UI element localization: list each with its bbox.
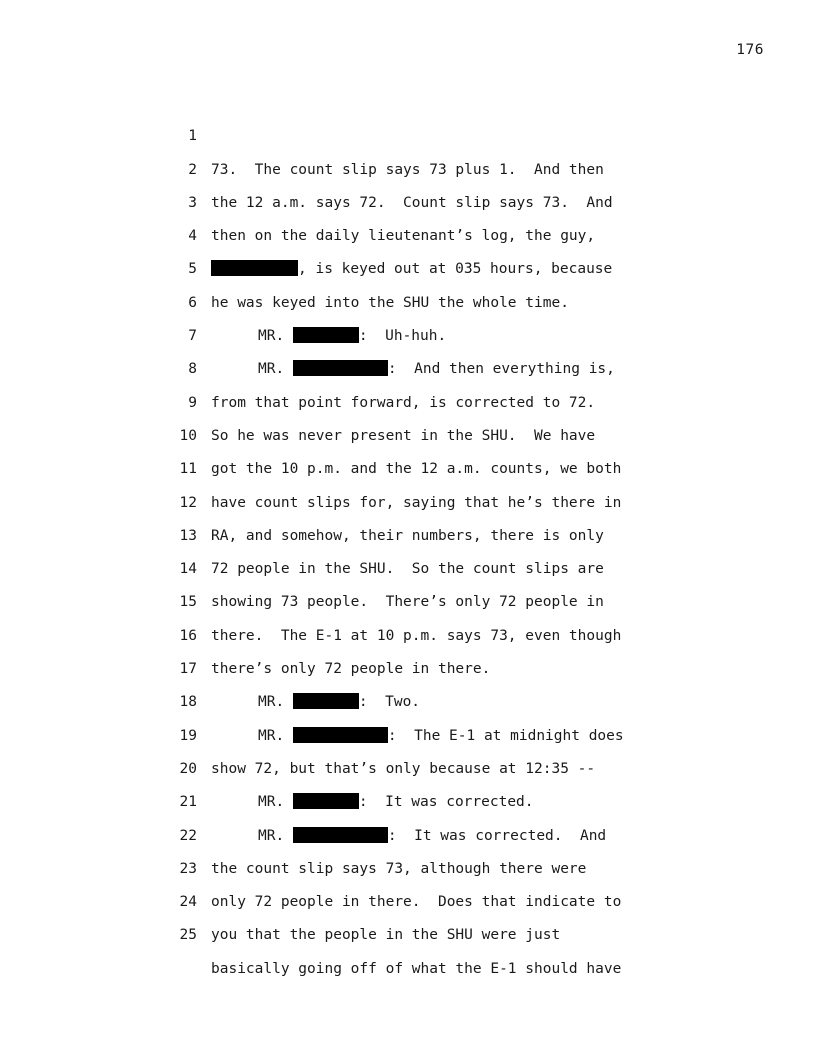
speaker-text: : And then everything is, xyxy=(387,361,615,378)
line-text: RA, and somehow, their numbers, there is only xyxy=(211,527,604,544)
page-number: 176 xyxy=(736,42,764,58)
line-text: there’s only 72 people in there. xyxy=(211,661,491,678)
line-number: 16 xyxy=(179,627,197,644)
line-number: 9 xyxy=(188,394,197,411)
line-text: 72 people in the SHU. So the count slips are xyxy=(211,561,604,578)
line-text: he was keyed into the SHU the whole time. xyxy=(211,294,569,311)
line-text: the 12 a.m. says 72. Count slip says 73. And xyxy=(211,194,613,211)
line-text: the count slip says 73, although there were xyxy=(211,860,587,877)
transcript-line xyxy=(0,87,816,178)
line-text: have count slips for, saying that he’s there in xyxy=(211,494,622,511)
speaker-text: : It was corrected. And xyxy=(387,827,607,844)
speaker-text: : The E-1 at midnight does xyxy=(387,727,624,744)
line-text-post: , is keyed out at 035 hours, because xyxy=(298,261,613,278)
line-number: 1 xyxy=(188,128,197,145)
line-text: 73. The count slip says 73 plus 1. And then xyxy=(211,161,604,178)
speaker-prefix: MR. xyxy=(258,361,293,378)
line-number: 6 xyxy=(188,294,197,311)
line-number: 5 xyxy=(188,261,197,278)
line-number: 7 xyxy=(188,328,197,345)
line-number: 2 xyxy=(188,161,197,178)
speaker-text: : Two. xyxy=(358,694,421,711)
line-number: 24 xyxy=(179,894,197,911)
speaker-text: : Uh-huh. xyxy=(358,328,447,345)
line-number: 11 xyxy=(179,461,197,478)
line-number: 4 xyxy=(188,228,197,245)
line-number: 3 xyxy=(188,194,197,211)
line-number: 25 xyxy=(179,927,197,944)
line-text: got the 10 p.m. and the 12 a.m. counts, we both xyxy=(211,461,622,478)
line-text: So he was never present in the SHU. We have xyxy=(211,427,596,444)
speaker-prefix: MR. xyxy=(258,794,293,811)
line-number: 12 xyxy=(179,494,197,511)
line-number: 22 xyxy=(179,827,197,844)
speaker-prefix: MR. xyxy=(258,328,293,345)
speaker-prefix: MR. xyxy=(258,694,293,711)
line-number: 13 xyxy=(179,527,197,544)
line-text: basically going off of what the E-1 should have xyxy=(211,960,622,977)
line-text: there. The E-1 at 10 p.m. says 73, even though xyxy=(211,627,622,644)
line-number: 21 xyxy=(179,794,197,811)
line-number: 17 xyxy=(179,661,197,678)
speaker-prefix: MR. xyxy=(258,827,293,844)
line-number: 23 xyxy=(179,860,197,877)
line-text: from that point forward, is corrected to 72. xyxy=(211,394,596,411)
speaker-text: : It was corrected. xyxy=(358,794,534,811)
line-text: only 72 people in there. Does that indicate to xyxy=(211,894,622,911)
line-text: you that the people in the SHU were just xyxy=(211,927,561,944)
line-number: 8 xyxy=(188,361,197,378)
line-number: 10 xyxy=(179,427,197,444)
speaker-prefix: MR. xyxy=(258,727,293,744)
line-text: showing 73 people. There’s only 72 people in xyxy=(211,594,604,611)
line-number: 15 xyxy=(179,594,197,611)
line-number: 20 xyxy=(179,760,197,777)
line-number: 18 xyxy=(179,694,197,711)
line-text: show 72, but that’s only because at 12:35 -- xyxy=(211,760,596,777)
line-number: 14 xyxy=(179,561,197,578)
line-number: 19 xyxy=(179,727,197,744)
transcript-body xyxy=(0,87,816,977)
line-text: then on the daily lieutenant’s log, the guy, xyxy=(211,228,596,245)
